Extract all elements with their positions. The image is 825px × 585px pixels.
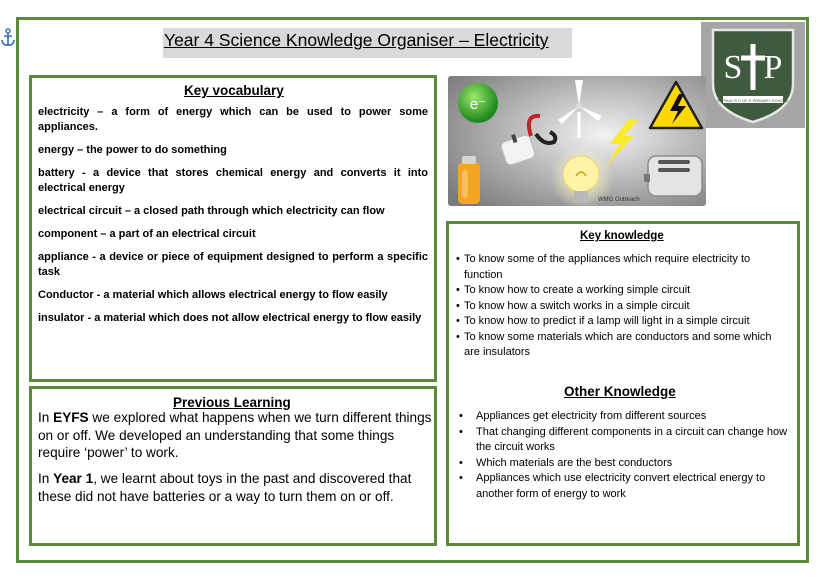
key-knowledge-item: • To know how to predict if a lamp will light in a simple circuit [456,314,786,330]
eyfs-label: EYFS [53,410,89,425]
vocabulary-item: battery - a device that stores chemical energy and converts it into electrical energy [38,167,428,194]
logo-letter-s: S [723,49,743,86]
page-title: Year 4 Science Knowledge Organiser – Electricity [164,30,549,50]
electron-icon [458,83,498,123]
vocabulary-item: energy – the power to do something [38,144,227,156]
vocabulary-item: insulator - a material which does not allow electrical energy to flow easily [38,312,422,324]
previous-learning-panel [29,386,437,546]
electricity-illustration [448,76,706,206]
toaster-icon [644,156,702,196]
key-knowledge-item: • To know how a switch works in a simple circuit [456,299,786,315]
previous-learning-year1 [38,470,432,505]
year1-label: Year 1 [53,471,94,486]
eyfs-text: we explored what happens when we turn different things on or off. We developed an understanding that some things require ‘power’ to work. [38,410,432,460]
previous-learning-eyfs [38,409,432,462]
other-knowledge-heading: Other Knowledge [564,384,676,399]
other-knowledge-item: • Which materials are the best conductors [457,456,797,472]
key-knowledge-list [456,252,786,361]
vocabulary-item: electrical circuit – a closed path through which electricity can flow [38,205,385,217]
electron-label: e⁻ [469,96,487,113]
shield-icon [701,22,805,128]
key-vocabulary-heading: Key vocabulary [184,83,284,98]
previous-learning-heading: Previous Learning [173,395,291,410]
other-knowledge-item: • Appliances get electricity from different sources [457,409,797,425]
school-logo [701,22,805,128]
eyfs-prefix: In [38,410,54,425]
key-knowledge-item: • To know some materials which are conductors and some which are insulators [456,330,786,361]
image-credit: WMG Outreach [598,197,640,203]
other-knowledge-list [457,409,797,502]
battery-icon [458,156,480,204]
vocabulary-item: appliance - a device or piece of equipment designed to perform a specific task [38,251,428,278]
key-knowledge-item: • To know how to create a working simple circuit [456,283,786,299]
anchor-icon [0,28,16,48]
year1-prefix: In [38,471,54,486]
key-knowledge-item: • To know some of the appliances which require electricity to function [456,252,786,283]
year1-text: , we learnt about toys in the past and discovered that these did not have batteries or a way to turn them on or off. [38,471,412,504]
other-knowledge-item: • Appliances which use electricity convert electrical energy to another form of energy to work [457,471,797,502]
vocabulary-item: Conductor - a material which allows electrical energy to flow easily [38,289,388,301]
logo-school-name: ST PAUL'S C OF E PRIMARY SCHOOL [717,98,789,103]
key-knowledge-panel [446,221,800,546]
key-vocabulary-panel [29,75,437,382]
logo-letter-p: P [763,49,783,86]
key-knowledge-heading: Key knowledge [580,230,664,242]
vocabulary-item: electricity – a form of energy which can be used to power some appliances. [38,106,428,133]
vocabulary-item: component – a part of an electrical circuit [38,228,256,240]
vocabulary-list [38,105,428,334]
other-knowledge-item: • That changing different components in a circuit can change how the circuit works [457,425,797,456]
